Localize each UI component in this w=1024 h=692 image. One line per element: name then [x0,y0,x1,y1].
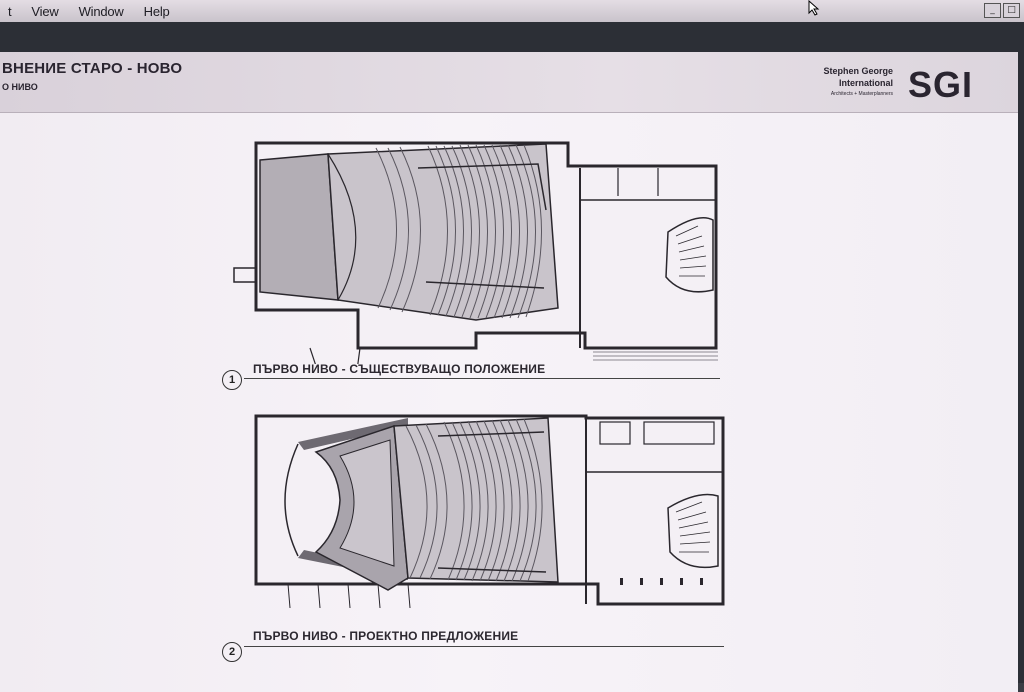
mouse-pointer-icon [808,0,822,16]
maximize-button[interactable]: □ [1003,3,1020,18]
caption-underline-1 [244,378,720,379]
floor-plan-proposed [228,382,738,632]
plan-caption-1: ПЪРВО НИВО - СЪЩЕСТВУВАЩО ПОЛОЖЕНИЕ [253,362,546,376]
logo-line-2: International [838,78,893,88]
plan-number-1: 1 [222,370,242,390]
plan-caption-2: ПЪРВО НИВО - ПРОЕКТНО ПРЕДЛОЖЕНИЕ [253,629,519,643]
minimize-button[interactable]: _ [984,3,1001,18]
slide [0,52,1018,692]
slide-subtitle: О НИВО [2,82,38,92]
logo-mark: SGI [908,64,974,105]
menu-help[interactable]: Help [143,3,170,19]
company-logo [808,58,988,108]
floor-plan-existing [228,112,738,364]
menu-bar [0,0,1024,23]
plan-number-2: 2 [222,642,242,662]
slide-title: ВНЕНИЕ СТАРО - НОВО [2,60,183,77]
caption-underline-2 [244,646,724,647]
menu-view[interactable]: View [31,3,59,19]
logo-line-1: Stephen George [823,66,893,76]
slide-header [0,52,1018,113]
menu-file[interactable]: t [8,3,12,19]
window-controls [984,3,1020,18]
logo-line-3: Architects + Masterplanners [830,91,893,97]
presentation-area [0,22,1024,683]
menu-window[interactable]: Window [78,3,124,19]
